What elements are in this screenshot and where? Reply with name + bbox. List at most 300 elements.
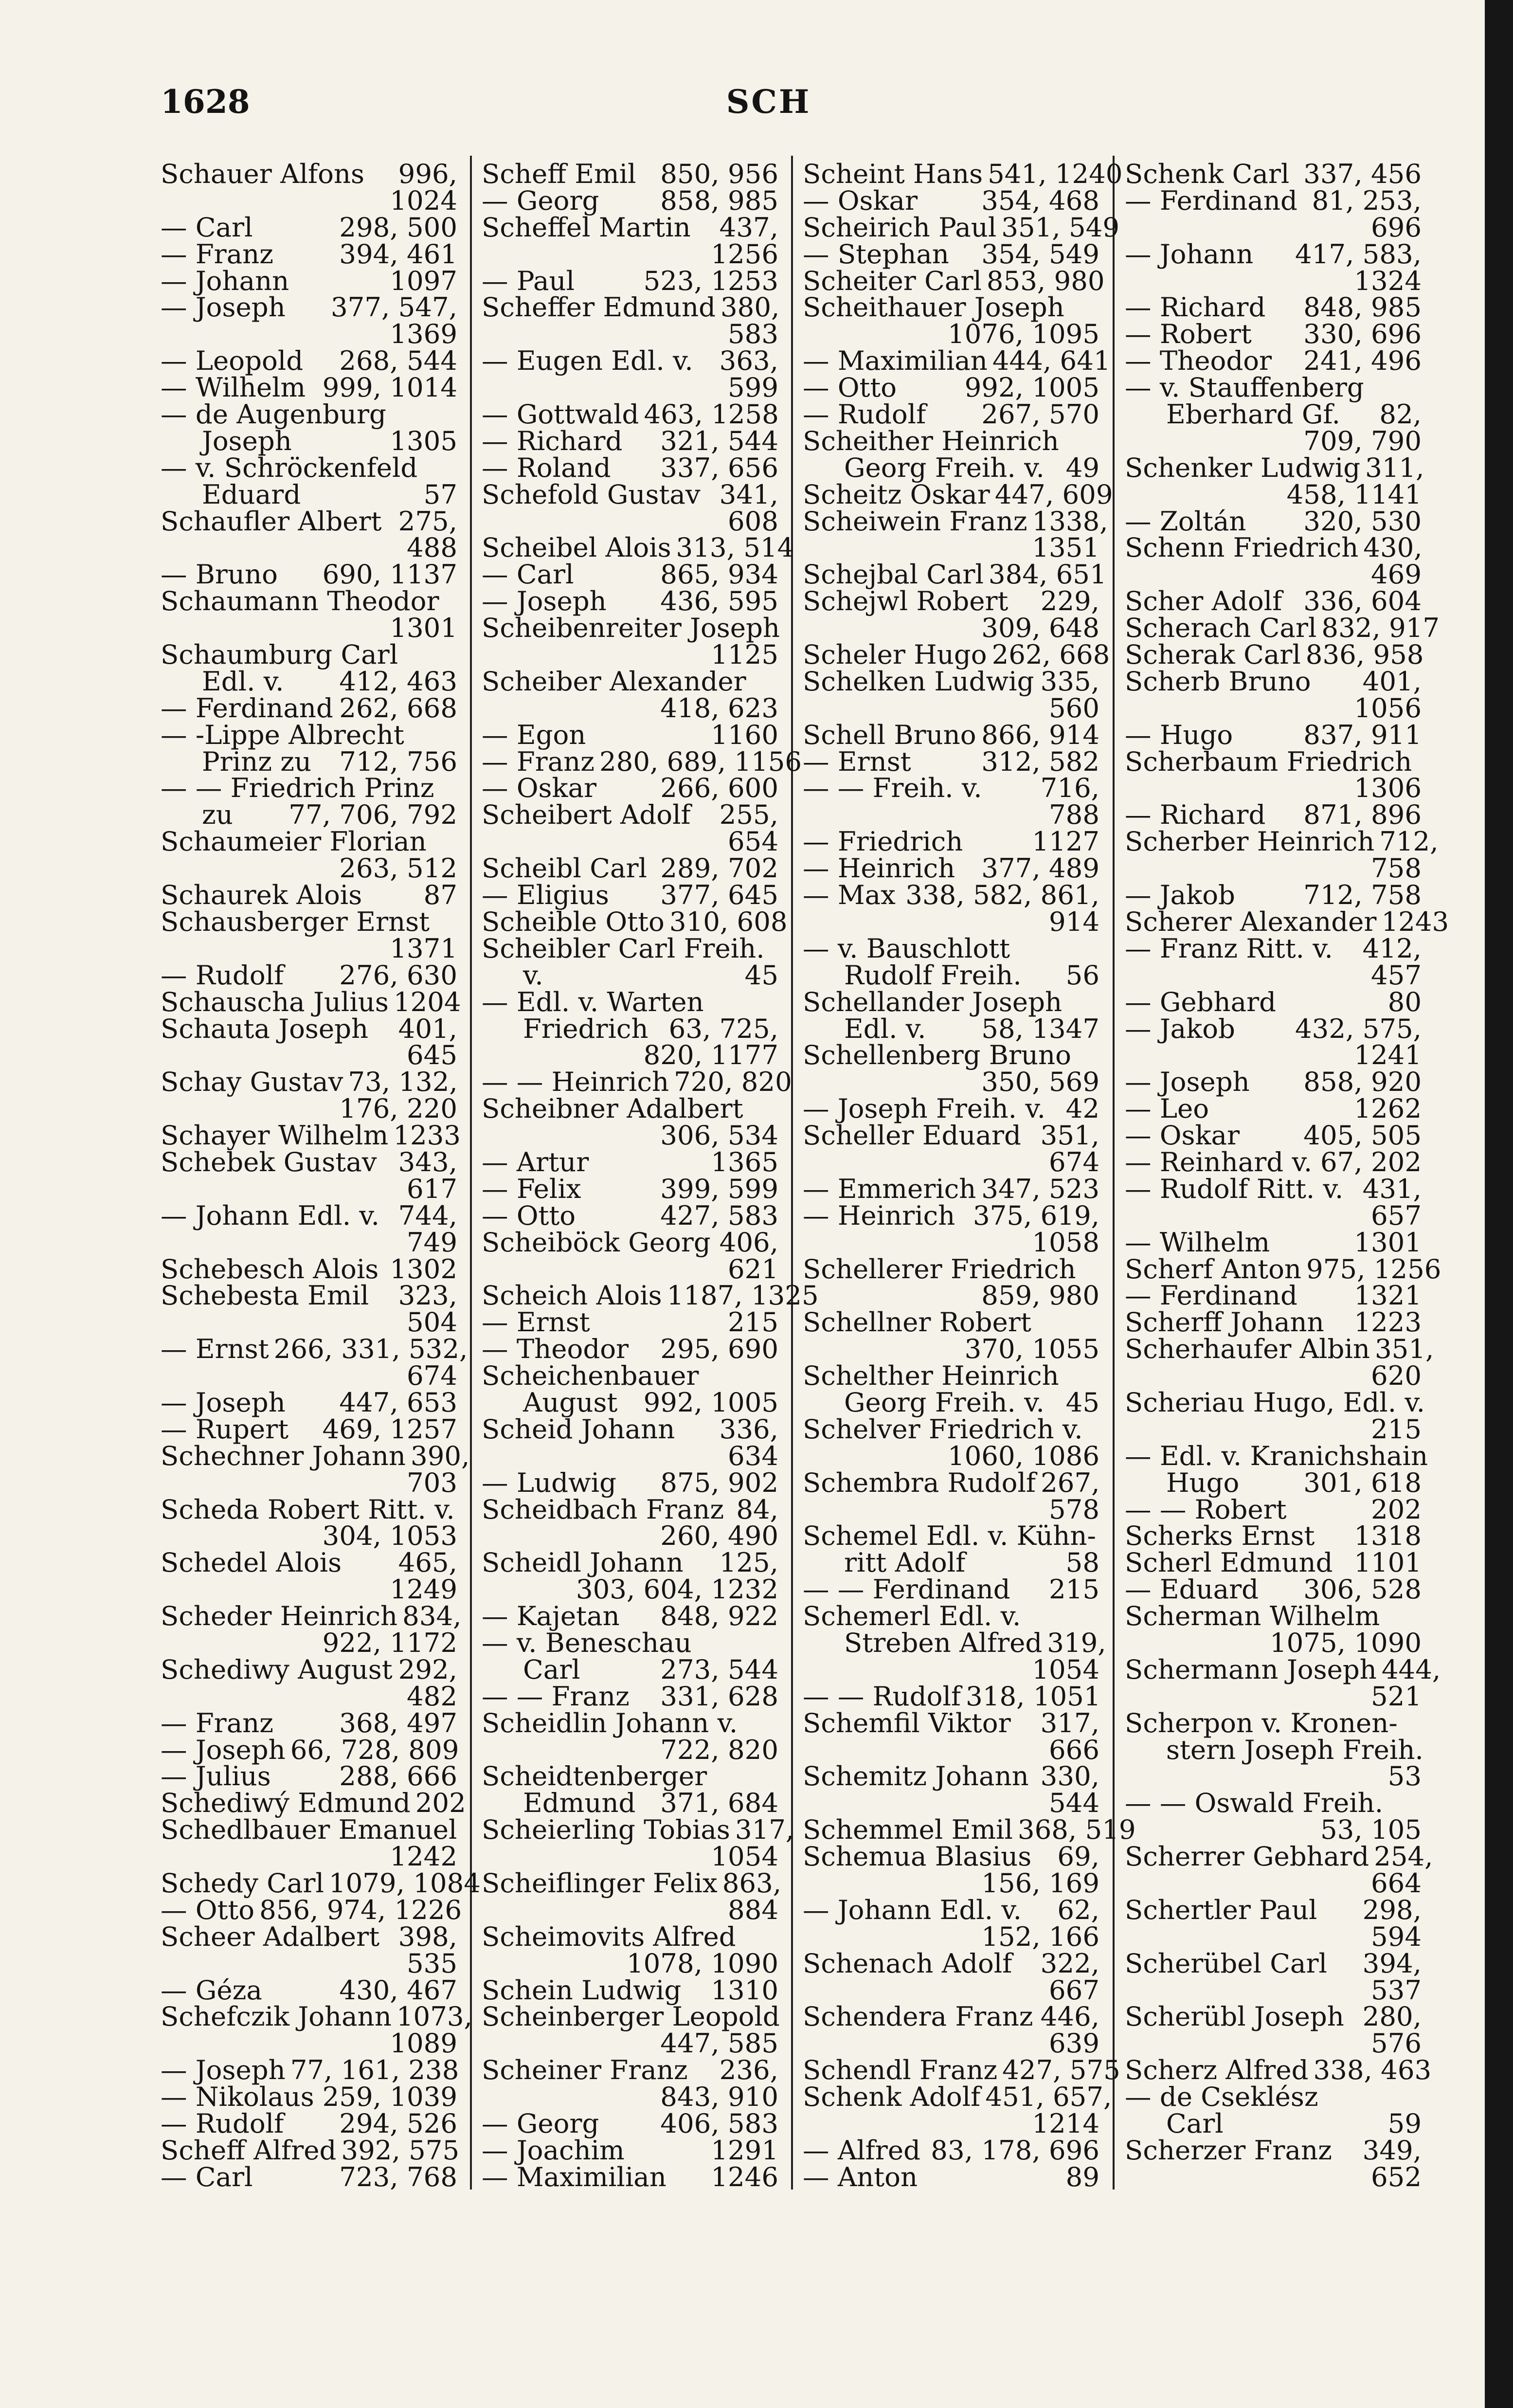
entry-name: Scheithauer Joseph [803,291,1064,323]
index-entry [161,1734,459,1765]
index-entry [482,1066,792,1098]
entry-page-refs [1095,1362,1099,1389]
entry-name: stern Joseph Freih. [1166,1734,1423,1765]
entry-page-refs: 53 [1387,1760,1422,1792]
entry-page-refs: 321, 544 [660,425,778,456]
index-entry [1125,585,1422,617]
entry-page-refs: 83, 178, 696 [931,2134,1099,2166]
entry-name: Schebesta Emil [161,1280,369,1311]
entry-page-refs: 853, 980 [986,265,1105,296]
entry-page-refs [1417,2083,1422,2110]
entry-name: — — Franz [482,1680,630,1712]
entry-name: — Wilhelm [161,372,306,403]
index-entry [161,799,457,831]
entry-page-refs: 294, 526 [339,2108,457,2139]
index-entry [161,828,457,855]
entry-page-refs: 384, 651 [988,559,1107,590]
index-entry [161,291,457,323]
index-entry [803,1867,1099,1899]
entry-page-refs: 1365 [711,1146,778,1177]
index-entry [482,745,802,777]
entry-page-refs: 263, 512 [339,852,457,884]
index-entry [1125,1520,1422,1552]
entry-page-refs: 336, [719,1413,778,1445]
entry-page-refs: 377, 645 [660,879,778,911]
entry-page-refs [452,775,457,801]
entry-page-refs: 390, [411,1440,470,1471]
index-entry [482,505,778,537]
entry-page-refs: 696 [1370,211,1422,243]
index-entry [482,425,778,456]
index-entry [482,1653,778,1685]
index-entry [161,1306,457,1338]
entry-name: — Ferdinand [1125,184,1297,216]
index-entry [482,398,779,430]
entry-name: Scheidl Johann [482,1547,684,1578]
entry-page-refs: 318, 1051 [966,1680,1101,1712]
entry-name: — Rudolf [161,2108,284,2139]
entry-page-refs: 394, [1362,1947,1422,1979]
entry-page-refs: 1056 [1354,692,1422,724]
entry-page-refs: 268, 544 [339,345,457,377]
entry-name: — Gebhard [1125,986,1277,1017]
entry-name: Schenach Adolf [803,1947,1012,1979]
entry-page-refs: 280, [1362,2001,1422,2032]
entry-page-refs: 215 [1370,1413,1422,1445]
entry-name: Schelken Ludwig [803,665,1034,697]
index-entry [1125,534,1422,561]
entry-name: — Johann Edl. v. [803,1894,1022,1925]
index-entry [161,1653,457,1685]
entry-page-refs: 639 [1048,2028,1099,2059]
index-entry [161,1282,457,1309]
index-entry [803,852,1099,884]
entry-page-refs: 309, 648 [981,612,1099,644]
index-entry [161,1360,457,1392]
index-entry [803,1520,1099,1552]
entry-name: Schemel Edl. v. Kühn- [803,1520,1096,1552]
entry-name: Scheither Heinrich [803,425,1059,456]
index-entry [1125,1306,1422,1338]
entry-page-refs: 66, 728, 809 [290,1734,459,1765]
index-entry [1125,2134,1422,2166]
entry-page-refs [1095,1042,1099,1068]
entry-page-refs: 744, [398,1199,457,1231]
index-entry [161,2134,460,2166]
index-entry [161,1039,457,1071]
entry-name: — Carl [482,559,574,590]
index-entry [161,211,457,243]
index-entry [161,959,457,991]
entry-name: Schaurek Alois [161,879,362,911]
entry-name: Schembra Rudolf [803,1467,1036,1498]
entry-name: — Georg [482,2108,599,2139]
entry-page-refs: 311, [1365,452,1424,483]
index-entry [1125,612,1440,644]
index-entry [1125,1333,1434,1365]
entry-name: Scheiner Franz [482,2054,688,2086]
index-entry [482,585,778,617]
index-entry [482,719,778,750]
entry-name: — Carl [161,211,253,243]
entry-page-refs: 276, 630 [339,959,457,991]
entry-page-refs: 1241 [1354,1039,1422,1071]
entry-page-refs: 996, [398,158,457,189]
entry-name: Scheiwein Franz [803,505,1027,537]
entry-name: Rudolf Freih. [844,959,1022,991]
entry-page-refs: 1256 [711,238,778,270]
entry-name: — Ernst [161,1333,269,1365]
entry-name: — Kajetan [482,1600,620,1632]
entry-page-refs: 363, [719,345,778,377]
entry-name: — Richard [1125,291,1266,323]
entry-page-refs: 541, 1240 [988,158,1123,189]
entry-page-refs: 578 [1048,1493,1099,1525]
entry-name: Georg Freih. v. [844,1386,1045,1418]
index-entry [1125,238,1422,270]
entry-page-refs: 722, 820 [660,1734,778,1765]
entry-name: Schellenberg Bruno [803,1039,1071,1071]
entry-page-refs: 62, [1057,1894,1099,1925]
entry-page-refs [1095,294,1099,321]
index-entry [161,1894,462,1925]
entry-page-refs: 368, 519 [1017,1814,1136,1846]
entry-page-refs: 431, [1362,1173,1422,1204]
entry-page-refs: 859, 980 [981,1280,1099,1311]
entry-name: Scherer Alexander [1125,905,1377,937]
entry-name: Eberhard Gf. [1166,398,1340,430]
index-entry [803,1920,1099,1952]
index-entry [1125,478,1422,510]
entry-page-refs [774,1629,778,1656]
entry-name: Schauscha Julius [161,986,389,1017]
entry-page-refs: 1233 [393,1120,461,1151]
index-entry [482,2110,778,2137]
entry-page-refs [774,668,778,695]
index-entry [803,2081,1112,2113]
index-entry [803,454,1099,481]
entry-name: — Zoltán [1125,505,1246,537]
entry-page-refs: 1249 [390,1574,457,1605]
entry-page-refs: 788 [1048,799,1099,831]
index-entry [803,398,1099,430]
index-entry [482,1867,782,1899]
index-entry [161,2161,457,2192]
index-entry [803,828,1099,855]
entry-name: — Carl [161,2161,253,2192]
entry-page-refs: 430, 467 [339,1974,457,2006]
index-entry [803,1386,1099,1418]
entry-name: Scherbaum Friedrich [1125,745,1412,777]
entry-page-refs [1095,935,1099,962]
entry-name: — Georg [482,184,599,216]
entry-page-refs [1095,1256,1099,1283]
entry-page-refs: 349, [1362,2134,1422,2166]
entry-name: — de Augenburg [161,398,386,430]
entry-page-refs: 1338, [1032,505,1108,537]
entry-page-refs: 350, 569 [981,1066,1099,1098]
entry-name: — — Rudolf [803,1680,961,1712]
entry-name: Schenk Adolf [803,2081,981,2113]
entry-name: Scheierling Tobias [482,1814,730,1846]
entry-page-refs: 375, 619, [973,1199,1099,1231]
index-entry [161,2030,457,2057]
entry-page-refs: 1291 [711,2134,778,2166]
entry-page-refs [1417,748,1422,775]
index-entry [161,318,457,350]
index-entry [803,905,1099,937]
entry-name: Scherff Johann [1125,1306,1324,1338]
entry-page-refs: 306, 534 [660,1120,778,1151]
entry-name: Scher Adolf [1125,585,1282,617]
entry-name: — Jakob [1125,1013,1235,1044]
entry-name: v. [523,959,543,991]
index-entry [161,374,457,401]
index-entry [482,1199,778,1231]
entry-page-refs: 1321 [1354,1280,1422,1311]
index-entry [803,2030,1099,2057]
index-entry [482,1469,778,1496]
index-entry [161,1066,458,1098]
index-entry [482,905,788,937]
entry-page-refs: 1187, 1325 [666,1280,819,1311]
entry-name: Scherl Edmund [1125,1547,1333,1578]
entry-name: Joseph [202,425,292,456]
index-entry [482,1680,778,1712]
entry-name: Schaumburg Carl [161,639,398,670]
index-entry [803,1469,1099,1496]
index-entry [1125,719,1422,750]
scan-edge-bar [1485,0,1513,2408]
entry-name: Scheich Alois [482,1280,662,1311]
index-entry [482,799,778,831]
entry-name: — Maximilian [803,345,988,377]
entry-page-refs: 1351 [1032,532,1099,563]
index-entry [161,398,457,430]
entry-name: Scherpon v. Kronen- [1125,1707,1398,1738]
entry-name: — Johann [161,265,289,296]
index-entry [803,1653,1099,1685]
index-entry [803,211,1120,243]
entry-page-refs: 337, 456 [1303,158,1422,189]
index-entry [1125,1469,1422,1496]
entry-page-refs: 412, 463 [339,665,457,697]
entry-name: Schedel Alois [161,1547,342,1578]
entry-name: Scheimovits Alfred [482,1920,736,1952]
index-entry [1125,2054,1432,2086]
index-entry [482,1947,778,1979]
entry-name: Friedrich [523,1013,648,1044]
entry-name: — — Oswald Freih. [1125,1787,1384,1819]
entry-name: Scherak Carl [1125,639,1301,670]
entry-name: — Johann Edl. v. [161,1199,379,1231]
entry-name: Prinz zu [202,745,312,777]
entry-page-refs: 58 [1065,1547,1099,1578]
entry-page-refs [774,989,778,1015]
entry-page-refs: 858, 920 [1303,1066,1422,1098]
index-entry [1125,1173,1422,1204]
index-entry [161,425,457,456]
index-entry [803,1413,1099,1445]
index-entry [803,1440,1099,1471]
entry-name: Schaufler Albert [161,505,382,537]
entry-page-refs: 834, [402,1600,462,1632]
index-entry [161,1707,457,1738]
entry-page-refs: 241, 496 [1303,345,1422,377]
entry-page-refs: 430, [1363,532,1423,563]
entry-page-refs: 865, 934 [660,559,778,590]
index-entry [482,1095,778,1122]
entry-page-refs: 1079, 1084 [328,1867,481,1899]
entry-name: Scheible Otto [482,905,665,937]
entry-page-refs: 1301 [390,612,457,644]
entry-page-refs: 758 [1370,852,1422,884]
entry-page-refs: 266, 331, 532, [273,1333,468,1365]
entry-name: Scheibenreiter Joseph [482,612,780,644]
index-entry [803,665,1099,697]
entry-name: Schell Bruno [803,719,976,750]
entry-page-refs: 836, 958 [1305,639,1424,670]
entry-page-refs: 371, 684 [660,1787,778,1819]
entry-name: August [523,1386,618,1418]
entry-name: Schemfil Viktor [803,1707,1011,1738]
entry-page-refs: 1024 [390,184,457,216]
entry-page-refs [1095,989,1099,1015]
entry-page-refs: 992, 1005 [643,1386,778,1418]
index-entry [482,692,778,724]
entry-page-refs: 399, 599 [660,1173,778,1204]
entry-page-refs: 444, 641 [992,345,1111,377]
entry-page-refs: 1054 [711,1841,778,1872]
entry-page-refs: 712, 758 [1303,879,1422,911]
entry-name: Scherrer Gebhard [1125,1841,1369,1872]
entry-name: — Géza [161,1974,262,2006]
entry-page-refs: 523, 1253 [643,265,778,296]
entry-name: Schenk Carl [1125,158,1290,189]
index-entry [161,1760,457,1792]
entry-page-refs: 304, 1053 [322,1520,457,1552]
entry-name: Edmund [523,1787,636,1819]
entry-page-refs: 444, [1381,1653,1441,1685]
index-entry [1125,1095,1422,1122]
entry-name: — Franz [161,1707,273,1738]
entry-page-refs [1095,1309,1099,1336]
entry-page-refs: 303, 604, 1232 [576,1574,778,1605]
index-entry [1125,745,1422,777]
entry-page-refs: 999, 1014 [322,372,457,403]
entry-page-refs: 674 [1048,1146,1099,1177]
index-entry [482,986,778,1017]
index-entry [482,1493,778,1525]
entry-page-refs: 716, [1040,772,1099,804]
entry-page-refs: 323, [398,1280,457,1311]
entry-page-refs: 351, 549 [1001,211,1120,243]
index-entry [161,238,457,270]
entry-page-refs: 330, [1040,1760,1099,1792]
entry-name: — Rupert [161,1413,289,1445]
index-entry [803,1095,1099,1122]
entry-page-refs: 1054 [1032,1653,1099,1685]
index-entry [1125,1576,1422,1603]
entry-page-refs: 871, 896 [1303,799,1422,831]
entry-name: Schendl Franz [803,2054,998,2086]
entry-page-refs: 608 [727,505,778,537]
index-entry [482,1360,778,1392]
index-entry [161,905,457,937]
entry-page-refs: 535 [406,1947,457,1979]
index-entry [482,184,778,216]
entry-page-refs [1417,374,1422,401]
entry-page-refs [780,615,785,641]
index-entry [1125,2003,1422,2030]
entry-page-refs: 57 [423,478,457,510]
entry-name: Scheda Robert Ritt. v. [161,1493,455,1525]
entry-name: — Heinrich [803,852,955,884]
entry-name: — Johann [1125,238,1254,270]
entry-name: Scheff Alfred [161,2134,337,2166]
index-entry [803,2054,1120,2086]
page-number: 1628 [161,83,250,121]
entry-name: — Otto [161,1894,255,1925]
entry-page-refs: 313, 514 [676,532,794,563]
entry-page-refs: 67, 202 [1320,1146,1422,1177]
entry-name: — Roland [482,452,611,483]
index-entry [803,184,1099,216]
entry-page-refs: 1127 [1032,826,1099,857]
entry-page-refs: 401, [398,1013,457,1044]
index-entry [1125,1629,1422,1656]
entry-name: Schemua Blasius [803,1841,1032,1872]
entry-page-refs: 259, 1039 [322,2081,457,2113]
entry-page-refs: 331, 628 [660,1680,778,1712]
entry-name: Schellerer Friedrich [803,1253,1076,1285]
entry-page-refs [452,908,457,935]
index-entry [482,1015,778,1042]
entry-page-refs: 436, 595 [660,585,778,617]
entry-name: Scheller Eduard [803,1120,1021,1151]
index-entry [803,1199,1099,1231]
index-entry [482,1173,778,1204]
entry-name: — Eugen Edl. v. [482,345,693,377]
index-entry [161,1920,457,1952]
index-entry [803,534,1099,561]
index-entry [1125,1066,1422,1098]
entry-name: — Paul [482,265,575,296]
entry-name: — -Lippe Albrecht [161,719,404,750]
index-entry [1125,2161,1422,2192]
index-entry [161,1867,481,1899]
entry-name: Hugo [1166,1467,1240,1498]
entry-page-refs: 863, [722,1867,782,1899]
entry-page-refs: 720, 820 [674,1066,792,1098]
index-entry [803,639,1110,670]
index-entry [803,1600,1099,1632]
index-entry [1125,1122,1422,1149]
index-entry [803,2134,1099,2166]
index-entry [482,1386,778,1418]
index-entry [161,1386,457,1418]
index-entry [482,291,780,323]
entry-page-refs: 1369 [390,318,457,350]
entry-name: Scheler Hugo [803,639,987,670]
entry-name: Schendera Franz [803,2001,1033,2032]
index-entry [482,612,780,644]
entry-name: — v. Schröckenfeld [161,452,418,483]
entry-name: — Felix [482,1173,581,1204]
entry-page-refs [452,588,457,615]
entry-name: Schebek Gustav [161,1146,377,1177]
entry-page-refs: 58, 1347 [981,1013,1099,1044]
